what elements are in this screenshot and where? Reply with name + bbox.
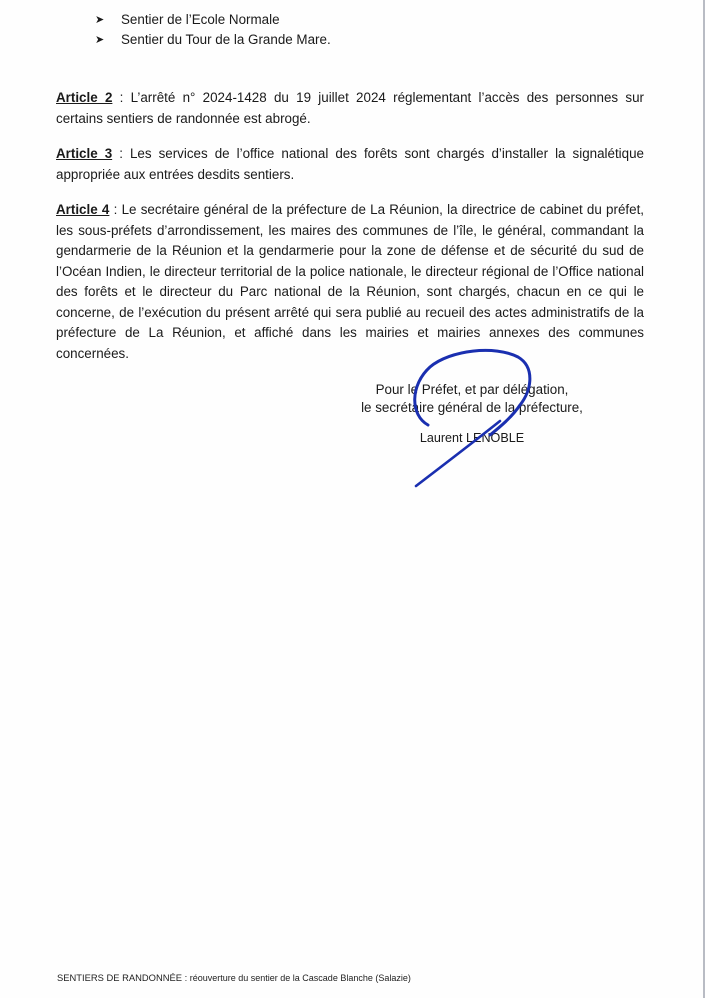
list-item (95, 30, 331, 50)
article-text: Le secrétaire général de la préfecture de La Réunion, la directrice de cabinet du préfet, les sous-préfets d’arrondissement, les maires des communes de l’île, le général, commandant la gendarmerie de la Réunion et la gendarmerie pour la zone de défense et de sécurité du sud de l’Océan Indien, le directeur territorial de la police nationale, le directeur régional de l’Office national des forêts et le directeur du Parc national de la Réunion, sont chargés, chacun en ce qui le concerne, de l’exécution du présent arrêté qui sera publié au recueil des actes administratifs de la préfecture de La Réunion, et affiché dans les mairies et mairies annexes des communes concernées. (56, 202, 645, 361)
article-label: Article 4 (56, 202, 110, 218)
article-3 (56, 144, 644, 185)
signature-line-1: Pour le Préfet, et par délégation, (375, 382, 569, 397)
signature-line-2: le secrétaire général de la préfecture, (361, 400, 583, 415)
article-text: L’arrêté n° 2024-1428 du 19 juillet 2024 réglementant l’accès des personnes sur certains sentiers de randonnée est abrogé. (56, 90, 644, 126)
article-separator: : (109, 202, 122, 218)
article-text: Les services de l’office national des forêts sont chargés d’installer la signalétique appropriée aux entrées desdits sentiers. (56, 146, 645, 182)
arrow-bullet-icon: ➤ (95, 14, 105, 26)
article-separator: : (112, 146, 130, 162)
list-item-text: Sentier de l’Ecole Normale (121, 12, 280, 27)
signatory-name: Laurent LENOBLE (419, 431, 525, 445)
footer-subtitle: réouverture du sentier de la Cascade Blanche (Salazie) (187, 973, 411, 983)
article-separator: : (112, 90, 131, 106)
article-label: Article 2 (56, 90, 113, 106)
arrow-bullet-icon: ➤ (95, 34, 105, 46)
list-item-text: Sentier du Tour de la Grande Mare. (121, 32, 331, 47)
article-2 (56, 88, 644, 129)
list-item (95, 10, 331, 30)
trail-list (95, 10, 331, 50)
article-label: Article 3 (56, 146, 113, 162)
signature-block (340, 381, 604, 447)
footer-title: SENTIERS DE RANDONNÉE : (57, 972, 188, 983)
article-4 (56, 200, 644, 364)
page-footer (57, 972, 411, 983)
